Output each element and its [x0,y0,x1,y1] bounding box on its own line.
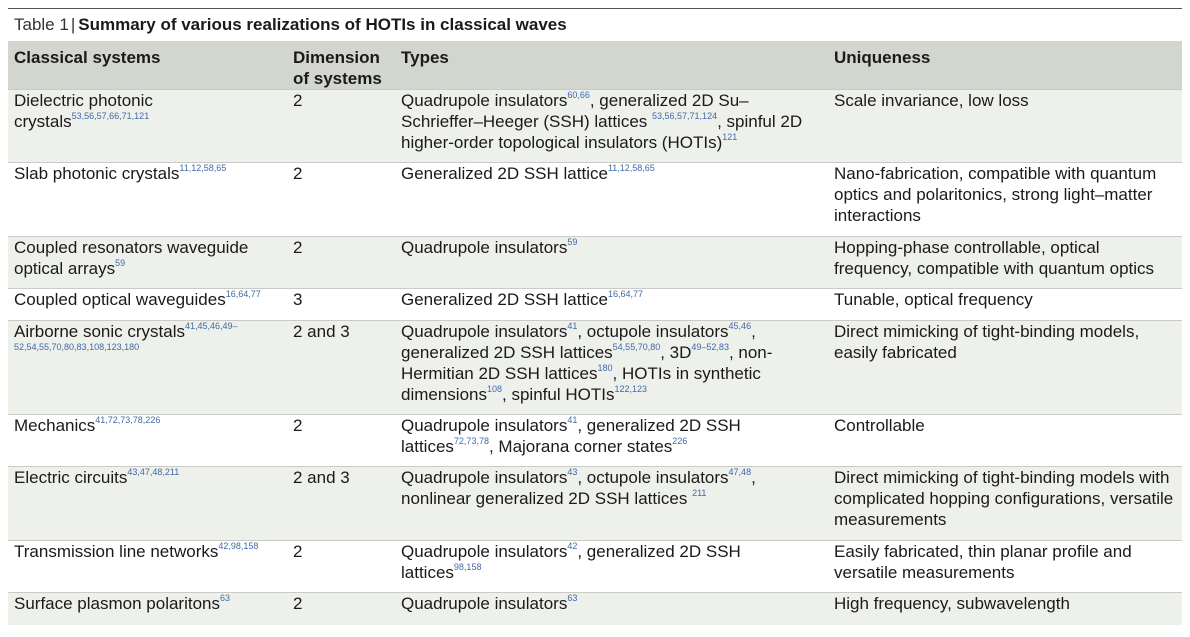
cell-system [8,541,287,593]
type-text: Quadrupole insulators [401,416,568,435]
type-text: , octupole insulators [577,322,729,341]
cell-types [395,467,828,541]
header-uniqueness: Uniqueness [828,41,1182,90]
type-text: , 3D [660,343,692,362]
cell-types [395,321,828,415]
type-text: , nonlinear generalized 2D SSH lattices [401,468,756,508]
system-name: Slab photonic crystals [14,164,180,183]
type-text: Quadrupole insulators [401,542,568,561]
table-caption [14,14,567,36]
system-refs: 41,45,46,49–52,54,55,70,80,83,108,123,180 [14,321,238,353]
type-text: Quadrupole insulators [401,594,568,613]
system-name: Coupled resonators waveguide optical arrays [14,238,249,278]
cell-uniqueness: Controllable [828,415,1182,467]
type-refs: 42 [567,541,578,552]
system-refs: 63 [220,593,231,604]
system-name: Surface plasmon polaritons [14,594,221,613]
cell-uniqueness: Direct mimicking of tight-binding models, easily fabricated [828,321,1182,415]
table-row [8,541,1182,593]
type-text: Generalized 2D SSH lattice [401,164,608,183]
type-text: Generalized 2D SSH lattice [401,290,608,309]
type-refs: 43 [567,467,578,478]
type-refs: 121 [722,132,738,143]
type-refs: 72,73,78 [453,436,489,447]
cell-types [395,163,828,237]
top-rule [8,8,1182,9]
system-refs: 41,72,73,78,226 [95,415,161,426]
cell-uniqueness: Tunable, optical frequency [828,289,1182,321]
table-row [8,593,1182,625]
table-row [8,237,1182,289]
system-refs: 59 [115,258,126,269]
type-text: , HOTIs in synthetic dimensions [401,364,761,404]
cell-uniqueness: Hopping-phase controllable, optical frequency, compatible with quantum optics [828,237,1182,289]
table-body [8,90,1182,625]
cell-dimension: 2 [287,237,395,289]
cell-system [8,90,287,163]
table-row [8,415,1182,467]
type-refs: 11,12,58,65 [607,163,655,174]
cell-system [8,237,287,289]
cell-types [395,541,828,593]
type-text: , non-Hermitian 2D SSH lattices [401,343,773,383]
cell-uniqueness: Direct mimicking of tight-binding models with complicated hopping configurations, versatile measurements [828,467,1182,541]
cell-dimension: 2 [287,415,395,467]
type-text: Quadrupole insulators [401,91,568,110]
system-refs: 42,98,158 [218,541,259,552]
type-text: , octupole insulators [577,468,729,487]
type-refs: 54,55,70,80 [612,342,661,353]
type-text: Quadrupole insulators [401,468,568,487]
type-refs: 59 [567,237,578,248]
type-refs: 41 [567,321,578,332]
cell-system [8,321,287,415]
cell-uniqueness: Scale invariance, low loss [828,90,1182,163]
type-refs: 98,158 [453,562,482,573]
type-text: , generalized 2D SSH lattices [401,542,741,582]
type-refs: 63 [567,593,578,604]
type-refs: 47,48 [728,467,752,478]
cell-system [8,467,287,541]
cell-types [395,289,828,321]
cell-system [8,593,287,625]
system-name: Dielectric photonic crystals [14,91,153,131]
type-text: Quadrupole insulators [401,322,568,341]
type-refs: 108 [487,384,503,395]
system-refs: 43,47,48,211 [127,467,180,478]
table-row [8,289,1182,321]
system-refs: 11,12,58,65 [179,163,227,174]
cell-types [395,593,828,625]
table-row [8,321,1182,415]
cell-system [8,415,287,467]
table-row [8,467,1182,541]
hoti-summary-table [8,41,1182,625]
type-refs: 122,123 [614,384,647,395]
type-refs: 49–52,83 [691,342,729,353]
cell-types [395,415,828,467]
type-text: , Majorana corner states [488,437,673,456]
cell-types [395,90,828,163]
header-types: Types [395,41,828,90]
type-text: , generalized 2D Su–Schrieffer–Heeger (SSH) lattices [401,91,749,131]
type-text: , spinful HOTIs [502,385,615,404]
cell-system [8,289,287,321]
type-refs: 60,66 [567,90,590,101]
type-refs: 180 [597,363,613,374]
type-refs: 226 [672,436,688,447]
type-refs: 45,46 [728,321,752,332]
cell-dimension: 2 and 3 [287,467,395,541]
system-name: Mechanics [14,416,96,435]
type-text: , spinful 2D higher-order topological insulators (HOTIs) [401,112,803,152]
type-text: , generalized 2D SSH lattices [401,322,756,362]
system-name: Coupled optical waveguides [14,290,226,309]
cell-dimension: 2 [287,90,395,163]
type-refs: 211 [692,488,707,499]
system-name: Airborne sonic crystals [14,322,186,341]
table-header-row [8,41,1182,90]
table-row [8,90,1182,163]
header-classical-systems: Classical systems [8,41,287,90]
type-refs: 16,64,77 [607,289,643,300]
cell-uniqueness: High frequency, subwavelength [828,593,1182,625]
type-refs: 41 [567,415,578,426]
system-name: Transmission line networks [14,542,219,561]
cell-system [8,163,287,237]
cell-uniqueness: Nano-fabrication, compatible with quantum optics and polaritonics, strong light–matter interactions [828,163,1182,237]
type-refs: 53,56,57,71,124 [652,111,718,122]
table-row [8,163,1182,237]
table-label: Table 1 [14,15,69,34]
cell-dimension: 2 [287,541,395,593]
cell-dimension: 2 and 3 [287,321,395,415]
cell-dimension: 2 [287,593,395,625]
type-text: Quadrupole insulators [401,238,568,257]
caption-separator: | [70,15,76,34]
table-title: Summary of various realizations of HOTIs in classical waves [78,15,567,34]
type-text: , generalized 2D SSH lattices [401,416,741,456]
system-refs: 16,64,77 [225,289,261,300]
cell-dimension: 3 [287,289,395,321]
system-name: Electric circuits [14,468,128,487]
system-refs: 53,56,57,66,71,121 [71,111,150,122]
cell-uniqueness: Easily fabricated, thin planar profile and versatile measurements [828,541,1182,593]
cell-types [395,237,828,289]
header-dimension: Dimension of systems [287,41,395,90]
cell-dimension: 2 [287,163,395,237]
